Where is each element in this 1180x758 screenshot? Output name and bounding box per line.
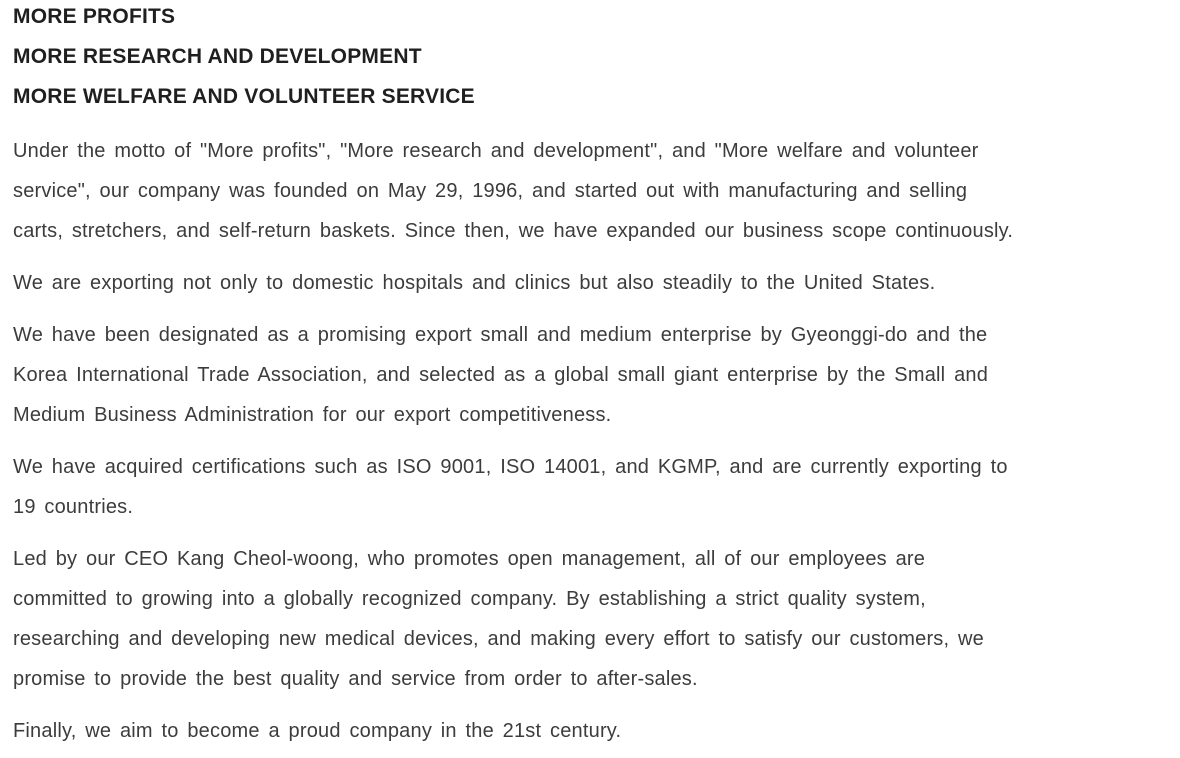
- text-line: service", our company was founded on May 29, 1996, and started out with manufacturing and selling: [13, 180, 968, 202]
- text-line: Medium Business Administration for our export competitiveness.: [13, 404, 612, 426]
- text-line: carts, stretchers, and self-return baskets. Since then, we have expanded our business scope continuously.: [13, 220, 1014, 242]
- motto-heading-welfare: MORE WELFARE AND VOLUNTEER SERVICE: [13, 85, 475, 108]
- text-line: Led by our CEO Kang Cheol-woong, who promotes open management, all of our employees are: [13, 548, 926, 570]
- paragraph-designations: [13, 315, 1166, 435]
- motto-headings: [13, 0, 1166, 117]
- paragraph-exporting: [13, 263, 1166, 303]
- paragraph-founding: [13, 131, 1166, 251]
- text-line: committed to growing into a globally recognized company. By establishing a strict quality system,: [13, 588, 926, 610]
- motto-heading-profits: MORE PROFITS: [13, 5, 176, 28]
- text-line: Finally, we aim to become a proud company in the 21st century.: [13, 720, 622, 742]
- paragraph-closing: [13, 711, 1166, 751]
- text-line: researching and developing new medical devices, and making every effort to satisfy our customers, we: [13, 628, 984, 650]
- text-line: We are exporting not only to domestic hospitals and clinics but also steadily to the United States.: [13, 272, 936, 294]
- text-line: promise to provide the best quality and service from order to after-sales.: [13, 668, 698, 690]
- paragraph-certifications: [13, 447, 1166, 527]
- paragraph-ceo: [13, 539, 1166, 699]
- text-line: Korea International Trade Association, and selected as a global small giant enterprise by the Small and: [13, 364, 989, 386]
- text-line: We have been designated as a promising export small and medium enterprise by Gyeonggi-do and the: [13, 324, 988, 346]
- text-line: Under the motto of "More profits", "More research and development", and "More welfare and volunteer: [13, 140, 979, 162]
- text-line: 19 countries.: [13, 496, 134, 518]
- motto-heading-research: MORE RESEARCH AND DEVELOPMENT: [13, 45, 422, 68]
- text-line: We have acquired certifications such as ISO 9001, ISO 14001, and KGMP, and are currently exporting to: [13, 456, 1008, 478]
